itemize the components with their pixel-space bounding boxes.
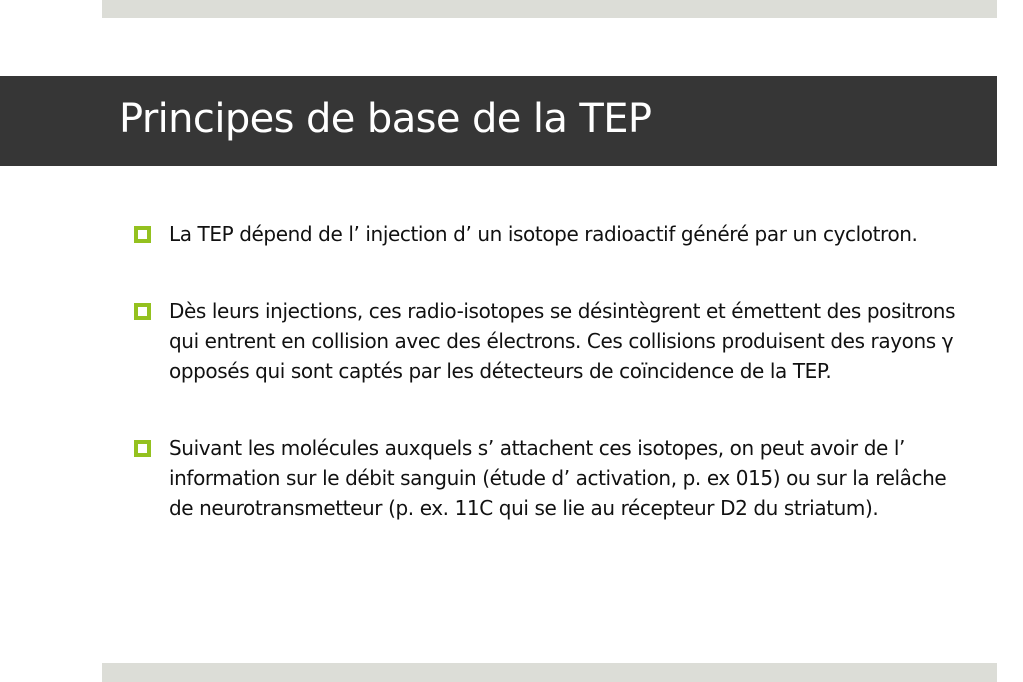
bullet-text: Suivant les molécules auxquels s’ attachent ces isotopes, on peut avoir de l’ information sur le débit sanguin (étude d’ activation, p. ex 015) ou sur la relâche de neurotransmetteur (p. ex. 11C qui se lie au récepteur D2 du striatum). bbox=[169, 436, 947, 520]
bullet-item bbox=[134, 433, 974, 523]
bottom-decorative-band bbox=[102, 663, 997, 682]
top-decorative-band bbox=[102, 0, 997, 18]
square-bullet-icon bbox=[134, 303, 151, 320]
square-bullet-icon bbox=[134, 226, 151, 243]
bullet-item bbox=[134, 219, 974, 249]
bullet-list bbox=[134, 219, 974, 523]
slide-title: Principes de base de la TEP bbox=[119, 96, 652, 142]
square-bullet-icon bbox=[134, 440, 151, 457]
bullet-text: La TEP dépend de l’ injection d’ un isotope radioactif généré par un cyclotron. bbox=[169, 222, 918, 246]
bullet-text: Dès leurs injections, ces radio-isotopes se désintègrent et émettent des positrons qui entrent en collision avec des électrons. Ces collisions produisent des rayons γ opposés qui sont captés par les détecteurs de coïncidence de la TEP. bbox=[169, 299, 956, 383]
bullet-item bbox=[134, 296, 974, 386]
